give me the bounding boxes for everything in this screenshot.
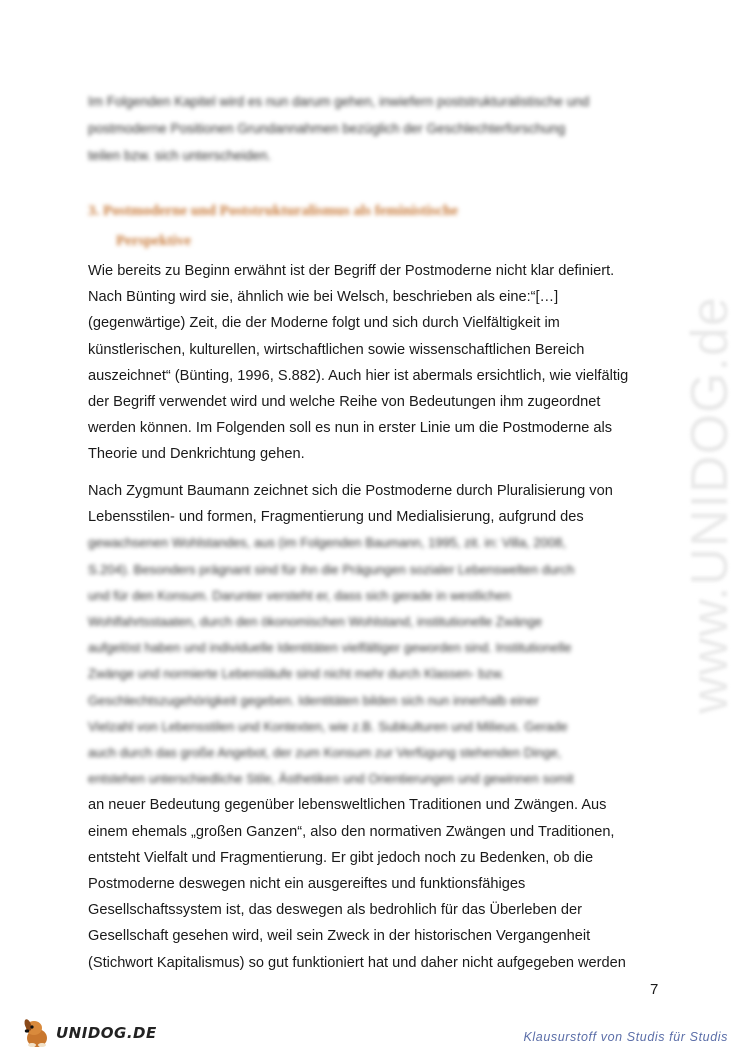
- text-line: gewachsenen Wohlstandes, aus (im Folgenden Baumann, 1995, zit. in: Villa, 2008,: [88, 535, 566, 551]
- text-line: Nach Bünting wird sie, ähnlich wie bei Welsch, beschrieben als eine:“[…]: [88, 289, 559, 306]
- text-line: auszeichnet“ (Bünting, 1996, S.882). Auch hier ist abermals ersichtlich, wie vielfältig: [88, 367, 629, 384]
- paragraph-2: [88, 478, 678, 976]
- text-line: (gegenwärtige) Zeit, die der Moderne folgt und sich durch Vielfältigkeit im: [88, 315, 560, 332]
- text-line: entstehen unterschiedliche Stile, Ästhetiken und Orientierungen und gewinnen somit: [88, 771, 574, 787]
- watermark-text: www.UNIDOG.de: [681, 296, 739, 714]
- text-line: Wie bereits zu Beginn erwähnt ist der Begriff der Postmoderne nicht klar definiert.: [88, 263, 615, 279]
- blurred-text-block: [88, 530, 678, 792]
- text-line: Vielzahl von Lebensstilen und Kontexten, wie z.B. Subkulturen und Milieus. Gerade: [88, 718, 568, 734]
- text-line: Geschlechtszugehörigkeit gegeben. Identitäten bilden sich nun innerhalb einer: [88, 692, 539, 708]
- text-line: auch durch das große Angebot, der zum Konsum zur Verfügung stehenden Dinge,: [88, 745, 562, 761]
- text-line: Zwänge und normierte Lebensläufe sind nicht mehr durch Klassen- bzw.: [88, 666, 505, 682]
- text-line: und für den Konsum. Darunter versteht er, dass sich gerade in westlichen: [88, 587, 511, 603]
- text-line: werden können. Im Folgenden soll es nun in erster Linie um die Postmoderne als: [88, 420, 613, 437]
- text-line: Wohlfahrtsstaaten, durch den ökonomischen Wohlstand, institutionelle Zwänge: [88, 614, 543, 630]
- dog-icon: [20, 1016, 54, 1050]
- page-number: 7: [650, 981, 659, 998]
- heading-line-1: 3. Postmoderne und Poststrukturalismus als feministische: [88, 203, 459, 219]
- text-line: S.204). Besonders prägnant sind für ihn die Prägungen sozialer Lebenswelten durch: [88, 561, 575, 577]
- text-line: teilen bzw. sich unterscheiden.: [88, 148, 272, 163]
- text-line: entsteht Vielfalt und Fragmentierung. Er gibt jedoch noch zu Bedenken, ob die: [88, 849, 594, 866]
- text-line: der Begriff verwendet wird und welche Reihe von Bedeutungen ihm zugeordnet: [88, 394, 601, 411]
- text-line: (Stichwort Kapitalismus) so gut funktioniert hat und daher nicht aufgegeben werden: [88, 954, 626, 971]
- text-line: Gesellschaftssystem ist, das deswegen als bedrohlich für das Überleben der: [88, 902, 583, 919]
- text-line: einem ehemals „großen Ganzen“, also den normativen Zwängen und Traditionen,: [88, 823, 615, 840]
- text-line: Gesellschaft gesehen wird, weil sein Zweck in der historischen Vergangenheit: [88, 928, 591, 945]
- heading-line-2: Perspektive: [116, 233, 191, 249]
- unidog-logo[interactable]: [20, 1015, 160, 1051]
- text-line: postmoderne Positionen Grundannahmen bezüglich der Geschlechterforschung: [88, 121, 566, 136]
- text-line: Nach Zygmunt Baumann zeichnet sich die Postmoderne durch Pluralisierung von: [88, 483, 613, 499]
- section-heading: [88, 196, 688, 256]
- footer-tagline: Klausurstoff von Studis für Studis: [523, 1030, 728, 1044]
- intro-paragraph-blurred: [88, 88, 668, 169]
- text-line: künstlerischen, kulturellen, wirtschaftlichen sowie wissenschaftlichen Bereich: [88, 341, 585, 358]
- text-line: Lebensstilen- und formen, Fragmentierung und Medialisierung, aufgrund des: [88, 509, 584, 526]
- paragraph-1: [88, 258, 678, 468]
- text-line: Postmoderne deswegen nicht ein ausgereiftes und funktionsfähiges: [88, 876, 526, 893]
- text-line: an neuer Bedeutung gegenüber lebensweltlichen Traditionen und Zwängen. Aus: [88, 797, 607, 814]
- text-line: aufgelöst haben und individuelle Identitäten vielfältiger geworden sind. Institutionelle: [88, 640, 572, 656]
- text-line: Im Folgenden Kapitel wird es nun darum gehen, inwiefern poststrukturalistische und: [88, 94, 590, 109]
- logo-text: UNIDOG.DE: [56, 1024, 157, 1042]
- watermark: [680, 270, 740, 740]
- text-line: Theorie und Denkrichtung gehen.: [88, 446, 305, 463]
